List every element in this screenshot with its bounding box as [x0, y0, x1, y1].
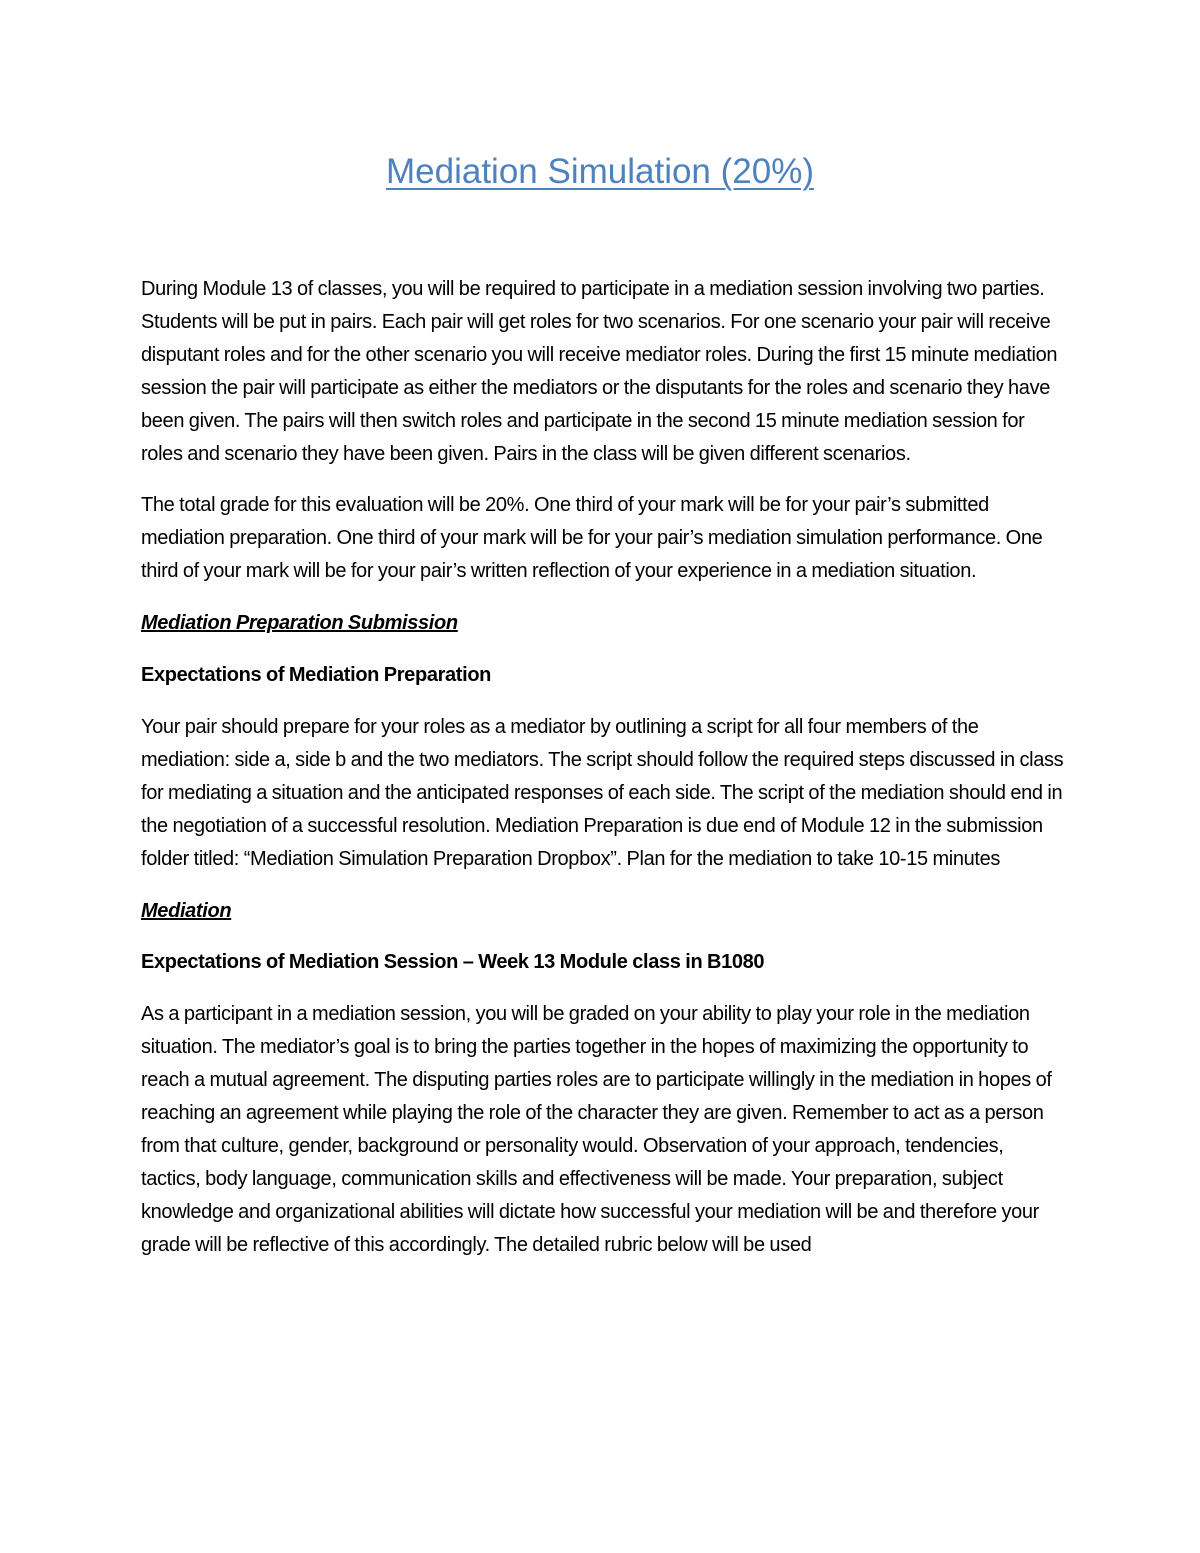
subheading-preparation-expectations: Expectations of Mediation Preparation	[141, 664, 492, 687]
subheading-session-expectations: Expectations of Mediation Session – Week 13 Module class in B1080	[141, 951, 765, 974]
grade-paragraph: The total grade for this evaluation will be 20%. One third of your mark will be for your pair’s submitted mediation preparation. One third of your mark will be for your pair’s mediation simulation performance. One third of your mark will be for your pair’s written reflection of your experience in a mediation situation.	[141, 494, 1043, 583]
page-title: Mediation Simulation (20%)	[386, 152, 814, 191]
document-body	[141, 273, 1066, 1281]
section-heading-preparation: Mediation Preparation Submission	[141, 612, 458, 635]
preparation-paragraph: Your pair should prepare for your roles as a mediator by outlining a script for all four members of the mediation: side a, side b and the two mediators. The script should follow the required steps discussed in class for mediating a situation and the anticipated responses of each side. The script of the mediation should end in the negotiation of a successful resolution. Mediation Preparation is due end of Module 12 in the submission folder titled: “Mediation Simulation Preparation Dropbox”. Plan for the mediation to take 10-15 minutes	[141, 715, 1064, 870]
intro-paragraph: During Module 13 of classes, you will be required to participate in a mediation session involving two parties. Students will be put in pairs. Each pair will get roles for two scenarios. For one scenario your pair will receive disputant roles and for the other scenario you will receive mediator roles. During the first 15 minute mediation session the pair will participate as either the mediators or the disputants for the roles and scenario they have been given. The pairs will then switch roles and participate in the second 15 minute mediation session for roles and scenario they have been given. Pairs in the class will be given different scenarios.	[141, 278, 1058, 465]
section-heading-mediation: Mediation	[141, 899, 232, 922]
session-paragraph: As a participant in a mediation session, you will be graded on your ability to play your role in the mediation situation. The mediator’s goal is to bring the parties together in the hopes of maximizing the opportunity to reach a mutual agreement. The disputing parties roles are to participate willingly in the mediation in hopes of reaching an agreement while playing the role of the character they are given. Remember to act as a person from that culture, gender, background or personality would. Observation of your approach, tendencies, tactics, body language, communication skills and effectiveness will be made. Your preparation, subject knowledge and organizational abilities will dictate how successful your mediation will be and therefore your grade will be reflective of this accordingly. The detailed rubric below will be used	[141, 1003, 1052, 1256]
